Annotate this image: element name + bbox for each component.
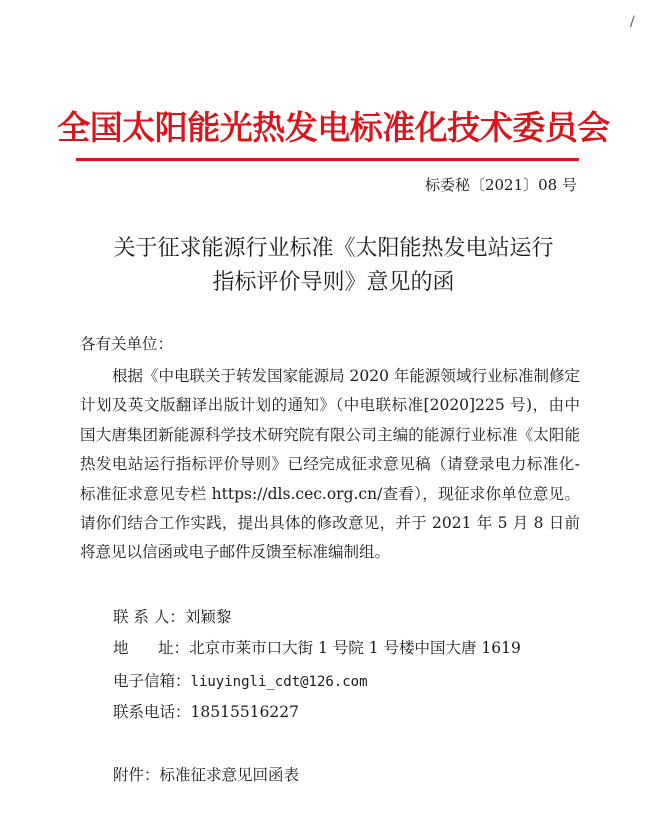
contact-email bbox=[113, 669, 368, 691]
document-title-line1: 关于征求能源行业标准《太阳能热发电站运行 bbox=[113, 236, 554, 261]
letterhead-org-name: 全国太阳能光热发电标准化技术委员会 bbox=[57, 108, 610, 147]
contact-address-value: 北京市莱市口大街 1 号院 1 号楼中国大唐 1619 bbox=[189, 639, 521, 657]
corner-mark: / bbox=[630, 14, 635, 30]
body-paragraph: 根据《中电联关于转发国家能源局 2020 年能源领域行业标准制修定计划及英文版翻译出版计划的通知》（中电联标准[2020]225 号)，由中国大唐集团新能源科学技术研究院有限公司主编的能源行业标准《太阳能热发电站运行指标评价导则》已经完成征求意见稿（请登录电力标准化-标准征求意见专栏 https://dls.cec.org.cn/查看），现征求你单位意见。请你们结合工作实践，提出具体的修改意见，并于 2021 年 5 月 8 日前将意见以信函或电子邮件反馈至标准编制组。 bbox=[80, 367, 580, 562]
contact-address bbox=[113, 636, 521, 658]
contact-address-label: 地 址： bbox=[113, 639, 190, 657]
contact-email-label: 电子信箱： bbox=[113, 672, 191, 690]
contact-email-value: liuyingli_cdt@126.com bbox=[190, 674, 368, 690]
contact-phone-label: 联系电话： bbox=[113, 703, 191, 721]
contact-person-label: 联 系 人： bbox=[113, 608, 185, 626]
document-number: 标委秘〔2021〕08 号 bbox=[424, 176, 577, 194]
salutation: 各有关单位： bbox=[80, 335, 174, 353]
document-title-line2: 指标评价导则》意见的函 bbox=[212, 270, 455, 295]
document-title bbox=[0, 232, 667, 300]
contact-person-value: 刘颖黎 bbox=[184, 608, 232, 626]
contact-phone bbox=[113, 700, 299, 722]
attachment-note: 附件：标准征求意见回函表 bbox=[113, 766, 300, 784]
contact-phone-value: 18515516227 bbox=[190, 703, 299, 721]
letterhead-red-rule bbox=[76, 158, 579, 161]
contact-person bbox=[113, 605, 231, 627]
